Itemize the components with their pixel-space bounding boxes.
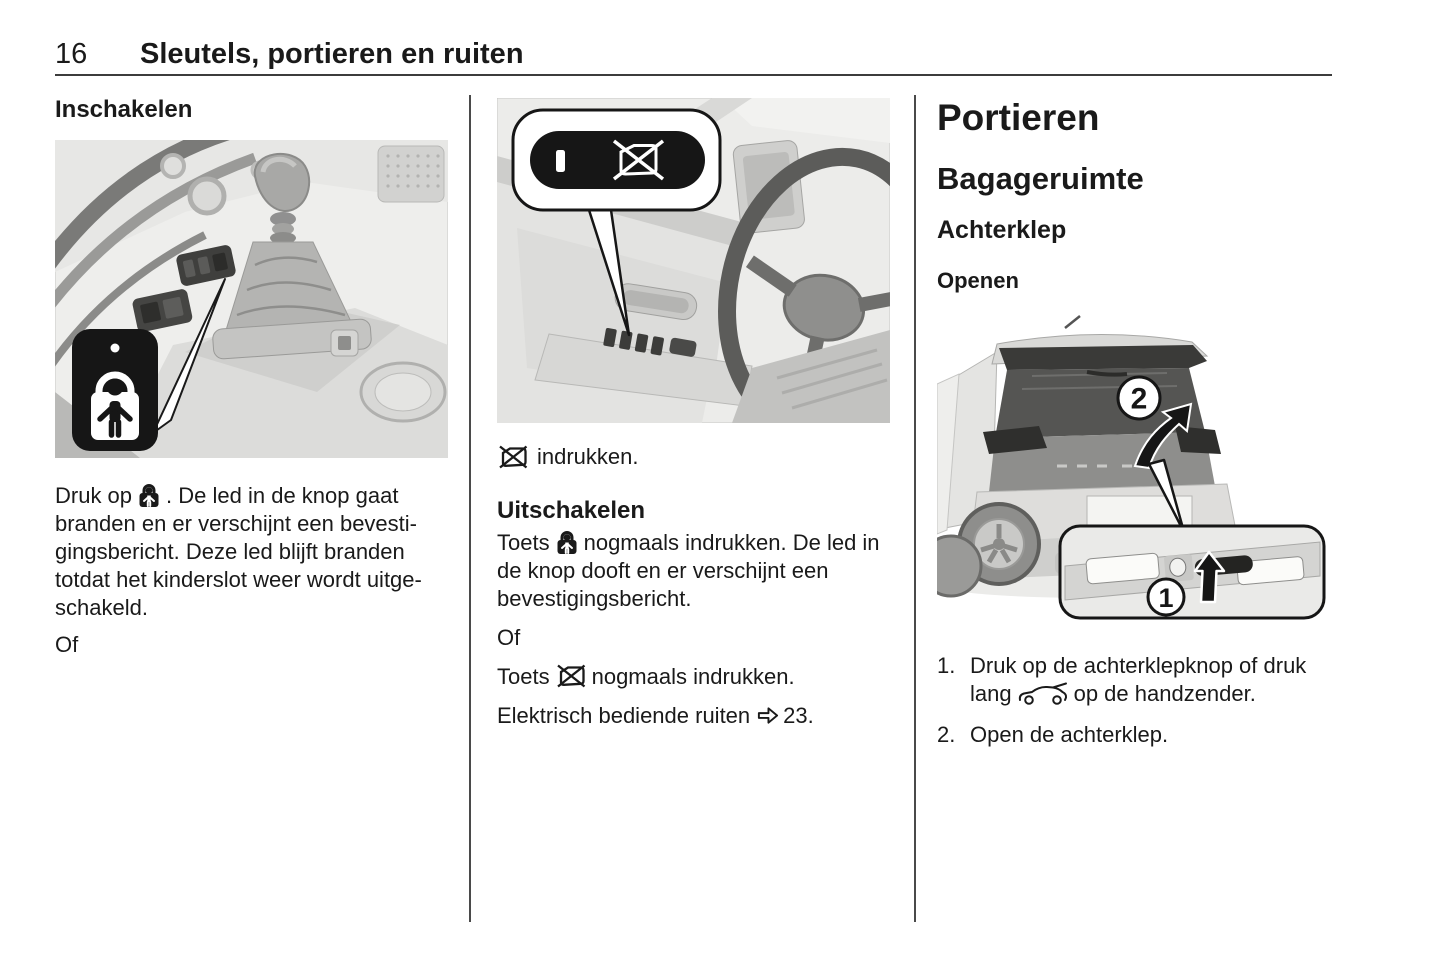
list-text: Open de achterklep. — [970, 722, 1169, 747]
text: Toets — [497, 530, 550, 555]
child-lock-icon — [555, 527, 579, 555]
car-open-tailgate-icon — [1017, 682, 1069, 706]
paragraph-toets-2 — [497, 663, 890, 691]
front-wheel — [937, 536, 981, 596]
chapter-heading-portieren: Portieren — [937, 97, 1100, 138]
paragraph-inschakelen — [55, 480, 448, 622]
window-disable-icon — [497, 444, 529, 470]
console-illustration — [55, 140, 448, 458]
list-text — [970, 652, 1330, 708]
section-heading-inschakelen: Inschakelen — [55, 96, 193, 123]
led-dot — [111, 344, 120, 353]
figure-door-window-switch — [497, 98, 890, 423]
list-number: 2. — [937, 722, 956, 747]
text: op de handzender. — [1073, 681, 1256, 706]
child-lock-icon — [137, 480, 161, 508]
tailgate-button-inset — [1060, 526, 1324, 618]
header-rule — [55, 74, 1332, 76]
child-lock-callout — [72, 329, 158, 451]
text: nogmaals indrukken. De led in de knop dooft en er verschijnt een bevestigingsbericht. — [497, 530, 880, 611]
window-disable-icon — [555, 663, 587, 689]
heading-bagageruimte: Bagageruimte — [937, 161, 1144, 196]
tailgate-steps-list — [937, 652, 1330, 749]
figure-label-1: 1 — [1158, 583, 1174, 613]
reference-arrow-icon — [756, 704, 779, 727]
text: Toets — [497, 664, 550, 689]
column-middle — [497, 96, 890, 739]
column-divider-2 — [914, 95, 916, 922]
console-switch — [331, 330, 358, 356]
text: Elektrisch bediende ruiten — [497, 703, 751, 728]
reference-line — [497, 702, 890, 730]
column-right — [937, 96, 1330, 762]
door-panel-illustration — [497, 98, 890, 423]
caption-window-disable — [497, 443, 890, 471]
page-title: Sleutels, portieren en ruiten — [140, 38, 524, 70]
text: indrukken. — [537, 444, 639, 469]
speaker-grille — [378, 146, 444, 202]
list-item — [937, 721, 1330, 749]
column-divider-1 — [469, 95, 471, 922]
list-item — [937, 652, 1330, 708]
paragraph-uitschakelen — [497, 527, 890, 613]
column-left — [55, 96, 448, 668]
text: nogmaals indrukken. — [591, 664, 795, 689]
page-number: 16 — [55, 38, 88, 70]
figure-console-child-lock — [55, 140, 448, 458]
button-led — [556, 150, 565, 172]
text: Druk op de achterklepknop of druk lang — [970, 653, 1307, 706]
figure-label-2: 2 — [1130, 382, 1148, 416]
heading-openen: Openen — [937, 268, 1019, 293]
text-of: Of — [497, 625, 521, 650]
heading-achterklep: Achterklep — [937, 216, 1067, 244]
text: . De led in de knop gaat branden en er verschijnt een bevestigingsbericht. Deze led blijft branden totdat het kinderslot weer wordt uitgeschakeld. — [55, 483, 422, 620]
window-disable-glyph — [614, 141, 663, 179]
car-rear-illustration — [937, 314, 1330, 624]
taillight-right — [1175, 426, 1221, 454]
text: Druk op — [55, 483, 133, 508]
list-number: 1. — [937, 653, 956, 678]
cupholder — [361, 363, 445, 421]
text-of: Of — [55, 632, 79, 657]
reference-page: 23. — [783, 703, 814, 728]
section-heading-uitschakelen: Uitschakelen — [497, 497, 646, 524]
window-button-callout — [513, 110, 720, 210]
figure-tailgate-open — [937, 314, 1330, 624]
